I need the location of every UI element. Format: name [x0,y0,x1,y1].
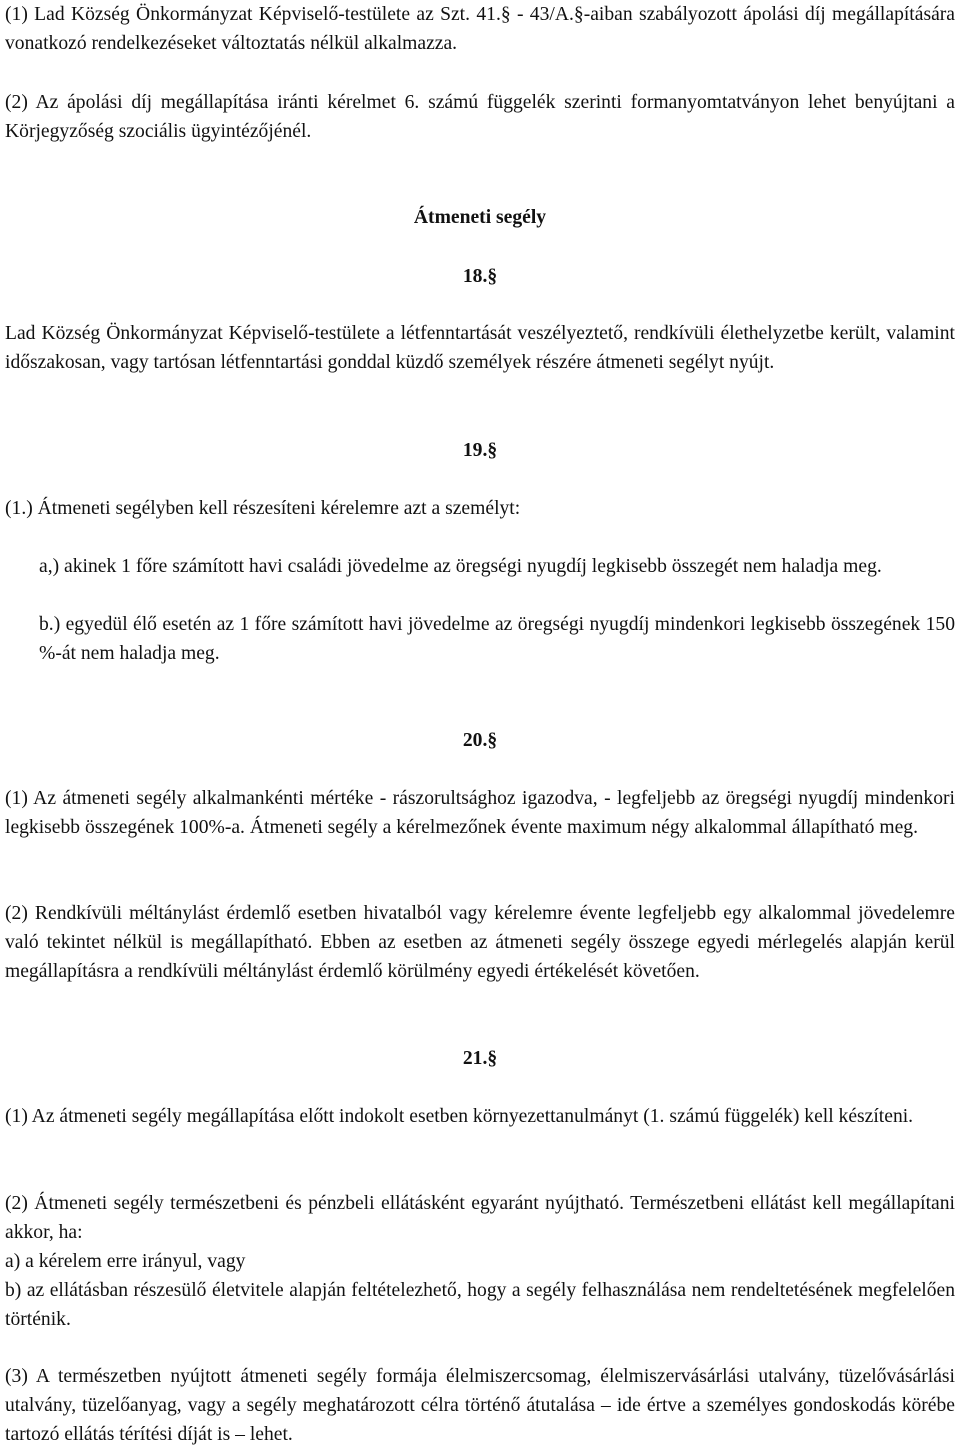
paragraph-18-text: Lad Község Önkormányzat Képviselő-testülete a létfenntartását veszélyeztető, rendkívüli élethelyzetbe került, valamint időszakosan, vagy tartósan létfenntartási gonddal küzdő személyek részére átmeneti segélyt nyújt. [5,323,955,373]
paragraph-21-point-2-line-1: (2) Átmeneti segély természetbeni és pénzbeli ellátásként egyaránt nyújtható. Természetbeni ellátást kell megállapítani akkor, ha: [5,1193,955,1243]
paragraph-19-item-b: b.) egyedül élő esetén az 1 főre számított havi jövedelme az öregségi nyugdíj mindenkori legkisebb összegének 150 %-át nem haladja meg. [39,614,955,664]
paragraph-number-21: 21.§ [462,1048,498,1069]
section-title: Átmeneti segély [413,207,547,228]
paragraph-20-point-1: (1) Az átmeneti segély alkalmankénti mértéke - rászorultsághoz igazodva, - legfeljebb az öregségi nyugdíj mindenkori legkisebb összegének 100%-a. Átmeneti segély a kérelmezőnek évente maximum négy alkalommal állapítható meg. [5,788,955,838]
paragraph-21-point-1: (1) Az átmeneti segély megállapítása előtt indokolt esetben környezettanulmányt (1. számú függelék) kell készíteni. [5,1106,914,1127]
paragraph-21-point-2-line-b: b) az ellátásban részesülő életvitele alapján feltételezhető, hogy a segély felhasználása nem rendeltetésének megfelelően történik. [5,1280,955,1330]
paragraph-number-20: 20.§ [462,730,498,751]
paragraph-number-18: 18.§ [462,266,498,287]
intro-paragraph-1: (1) Lad Község Önkormányzat Képviselő-testülete az Szt. 41.§ - 43/A.§-aiban szabályozott ápolási díj megállapítására vonatkozó rendelkezéseket változtatás nélkül alkalmazza. [5,4,955,54]
paragraph-21-point-3: (3) A természetben nyújtott átmeneti segély formája élelmiszercsomag, élelmiszervásárlási utalvány, tüzelővásárlási utalvány, tüzelőanyag, vagy a segély meghatározott célra történő átutalása – ide értve a személyes gondoskodás körébe tartozó ellátás térítési díját is – lehet. [5,1366,955,1445]
paragraph-19-point-1: (1.) Átmeneti segélyben kell részesíteni kérelemre azt a személyt: [5,498,521,519]
paragraph-number-19: 19.§ [462,440,498,461]
paragraph-19-item-a: a,) akinek 1 főre számított havi családi jövedelme az öregségi nyugdíj legkisebb összegét nem haladja meg. [39,556,882,577]
paragraph-20-point-2: (2) Rendkívüli méltánylást érdemlő esetben hivatalból vagy kérelemre évente legfeljebb egy alkalommal jövedelemre való tekintet nélkül is megállapítható. Ebben az esetben az átmeneti segély összege egyedi mérlegelés alapján kerül megállapításra a rendkívüli méltánylást érdemlő körülmény egyedi értékelését követően. [5,903,955,982]
intro-paragraph-2: (2) Az ápolási díj megállapítása iránti kérelmet 6. számú függelék szerinti formanyomtatványon lehet benyújtani a Körjegyzőség szociális ügyintézőjénél. [5,92,955,142]
paragraph-21-point-2-line-a: a) a kérelem erre irányul, vagy [5,1251,246,1272]
